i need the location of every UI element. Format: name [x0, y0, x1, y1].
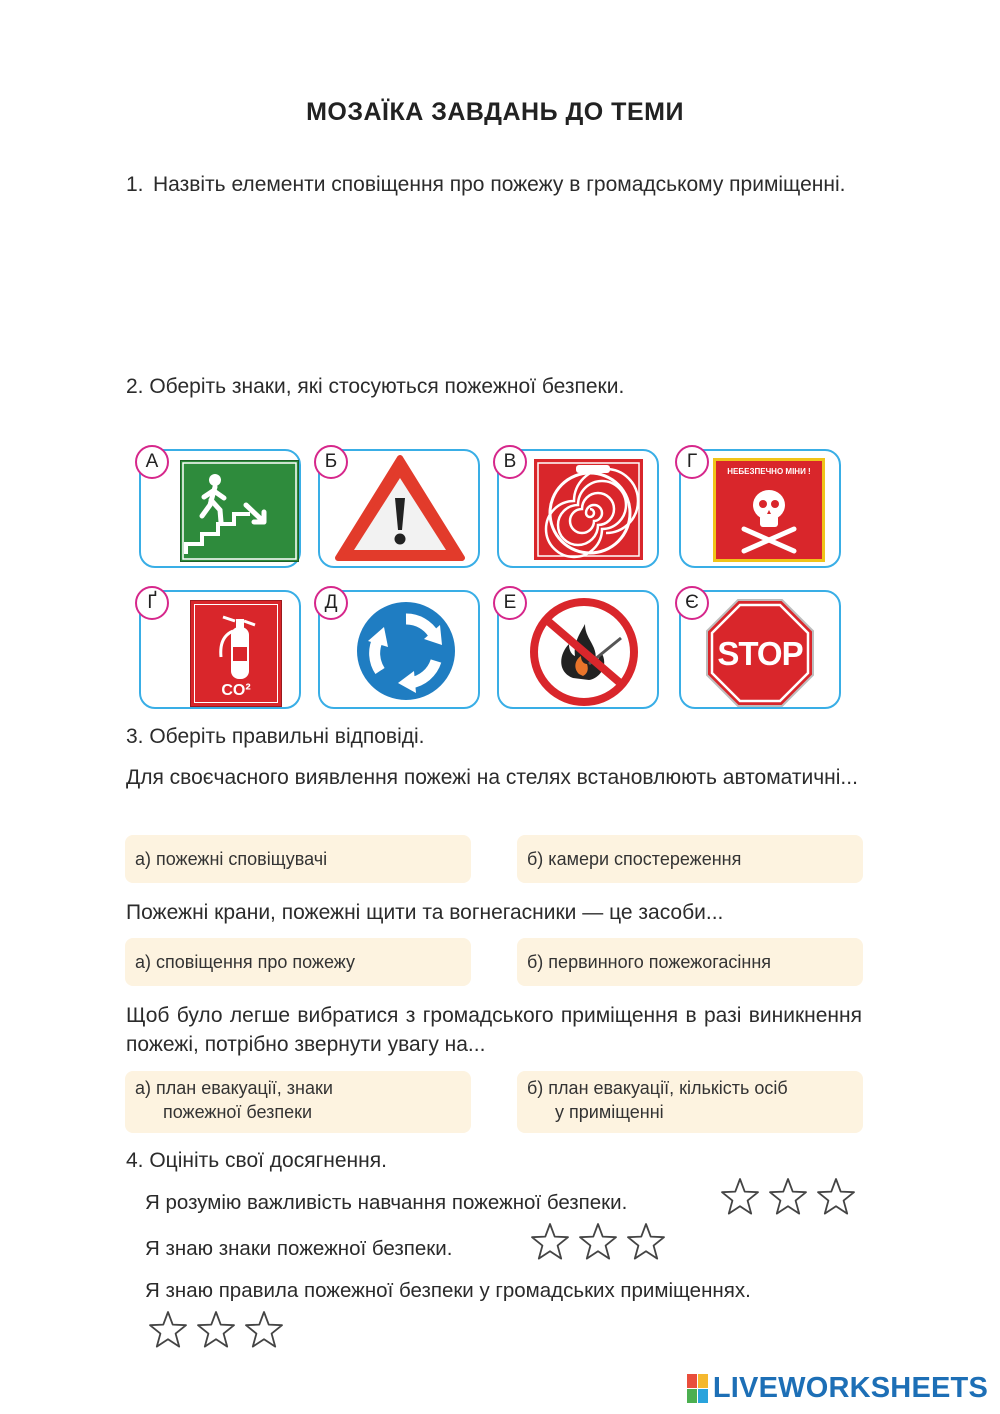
fire-hose-sign	[534, 459, 643, 560]
question-3-prompt-2: Пожежні крани, пожежні щити та вогнегасники — це засоби...	[126, 901, 724, 924]
liveworksheets-brand[interactable]	[687, 1372, 988, 1405]
question-1-number: 1.	[126, 173, 144, 196]
self-assessment-statement-3: Я знаю правила пожежної безпеки у громадських приміщеннях.	[145, 1279, 751, 1302]
sign-card-b[interactable]	[318, 449, 480, 568]
rating-stars-3	[148, 1310, 284, 1348]
answer-option-3a-line-2: пожежної безпеки	[163, 1102, 313, 1122]
question-2-text: 2. Оберіть знаки, які стосуються пожежної безпеки.	[126, 375, 625, 398]
star-icon[interactable]	[530, 1222, 570, 1260]
roundabout-sign	[354, 599, 458, 703]
emergency-exit-stairs-sign	[180, 460, 299, 562]
sign-card-c[interactable]	[497, 449, 659, 568]
answer-option-3b-line-2: у приміщенні	[555, 1102, 664, 1122]
star-icon[interactable]	[244, 1310, 284, 1348]
sign-card-badge: Е	[493, 586, 527, 620]
star-icon[interactable]	[196, 1310, 236, 1348]
question-3-text: 3. Оберіть правильні відповіді.	[126, 725, 425, 748]
star-icon[interactable]	[578, 1222, 618, 1260]
page-title: МОЗАЇКА ЗАВДАНЬ ДО ТЕМИ	[306, 98, 684, 126]
no-open-flame-sign	[529, 598, 639, 706]
sign-card-ye[interactable]	[679, 590, 841, 709]
skull-crossbones-icon	[736, 485, 802, 555]
liveworksheets-logo-icon	[687, 1374, 709, 1404]
stop-sign	[705, 598, 815, 708]
danger-mines-sign	[713, 458, 825, 562]
star-icon[interactable]	[148, 1310, 188, 1348]
star-icon[interactable]	[768, 1177, 808, 1215]
liveworksheets-brand-text: LIVEWORKSHEETS	[712, 1372, 988, 1404]
star-icon[interactable]	[816, 1177, 856, 1215]
answer-option-1b[interactable]: б) камери спостереження	[517, 835, 863, 883]
danger-mines-sign-text: НЕБЕЗПЕЧНО МІНИ !	[727, 467, 811, 476]
rating-stars-1	[720, 1177, 856, 1215]
question-1-text: Назвіть елементи сповіщення про пожежу в громадському приміщенні.	[153, 173, 846, 196]
sign-card-d-cyr[interactable]	[318, 590, 480, 709]
sign-card-badge: А	[135, 445, 169, 479]
fire-extinguisher-sign	[190, 600, 282, 707]
sign-card-d[interactable]	[679, 449, 841, 568]
question-1	[126, 170, 862, 199]
answer-option-3b-line-1: б) план евакуації, кількість осіб	[527, 1078, 788, 1098]
self-assessment-statement-1: Я розумію важливість навчання пожежної безпеки.	[145, 1191, 628, 1214]
question-3-prompt-3: Щоб було легше вибратися з громадського приміщення в разі виникнення пожежі, потрібно звернути увагу на...	[126, 1004, 862, 1056]
sign-card-e[interactable]	[497, 590, 659, 709]
star-icon[interactable]	[720, 1177, 760, 1215]
sign-card-badge: Б	[314, 445, 348, 479]
answer-option-3b[interactable]	[517, 1071, 863, 1133]
answer-option-1a[interactable]: а) пожежні сповіщувачі	[125, 835, 471, 883]
co2-label: CO²	[221, 682, 251, 699]
question-3-prompt-1: Для своєчасного виявлення пожежі на стелях встановлюють автоматичні...	[126, 766, 858, 789]
warning-triangle-sign	[334, 454, 466, 562]
sign-card-badge: Г	[675, 445, 709, 479]
fire-extinguisher-icon	[211, 611, 263, 683]
answer-option-3a[interactable]	[125, 1071, 471, 1133]
self-assessment-statement-2: Я знаю знаки пожежної безпеки.	[145, 1237, 453, 1260]
sign-card-badge: Ґ	[135, 586, 169, 620]
sign-card-badge: В	[493, 445, 527, 479]
question-4-text: 4. Оцініть свої досягнення.	[126, 1149, 387, 1172]
stop-sign-text: STOP	[717, 635, 803, 672]
answer-option-2b[interactable]: б) первинного пожежогасіння	[517, 938, 863, 986]
rating-stars-2	[530, 1222, 666, 1260]
sign-card-a[interactable]	[139, 449, 301, 568]
star-icon[interactable]	[626, 1222, 666, 1260]
sign-card-g-accent[interactable]	[139, 590, 301, 709]
sign-card-badge: Д	[314, 586, 348, 620]
answer-option-2a[interactable]: а) сповіщення про пожежу	[125, 938, 471, 986]
sign-card-badge: Є	[675, 586, 709, 620]
answer-option-3a-line-1: а) план евакуації, знаки	[135, 1078, 333, 1098]
